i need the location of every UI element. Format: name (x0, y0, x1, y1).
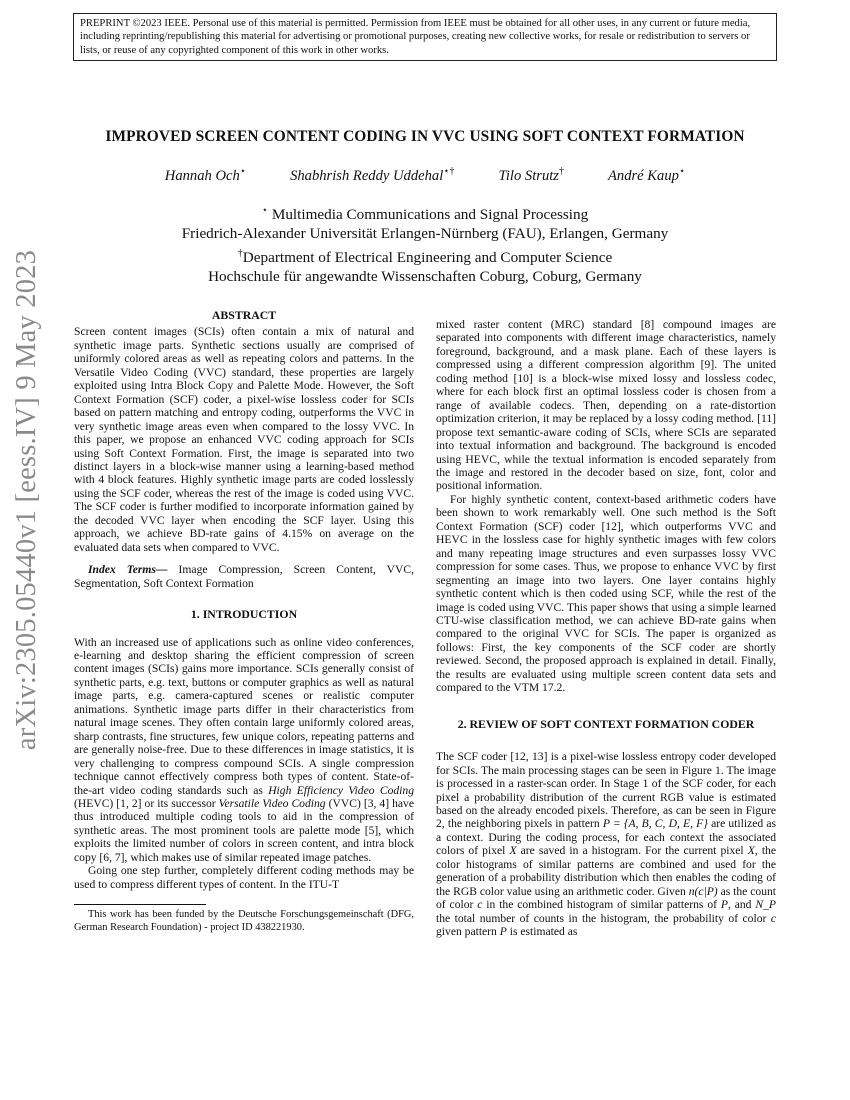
funding-footnote: This work has been funded by the Deutsche Forschungsgemeinschaft (DFG, German Research Foundation) - project ID 438221930. (74, 909, 414, 933)
right-column (436, 318, 776, 938)
copyright-notice: PREPRINT ©2023 IEEE. Personal use of this material is permitted. Permission from IEEE must be obtained for all other uses, in any current or future media, including reprinting/republishing this material for advertising or promotional purposes, creating new collective works, for resale or redistribution to servers or lists, or reuse of any copyrighted component of this work in other works. (73, 13, 777, 61)
author: Hannah Och⋆ (164, 166, 247, 184)
arxiv-stamp: arXiv:2305.05440v1 [eess.IV] 9 May 2023 (11, 249, 42, 751)
body-paragraph: The SCF coder [12, 13] is a pixel-wise lossless entropy coder developed for SCIs. The main processing stages can be seen in Figure 1. The image is processed in a raster-scan order. In Stage 1 of the SCF coder, for each pixel a probability distribution of the current RGB value is estimated based on the already encoded pixels. Therefore, as can be seen in Figure 2, the neighboring pixels in pattern P = {A, B, C, D, E, F} are utilized as a context. During the coding process, for each context the associated colors of pixel X are saved in a histogram. For the current pixel X, the color histograms of similar patterns are combined and used for the generation of a probability distribution which then enables the coding of the RGB color value using an arithmetic coder. Given n(c|P) as the count of color c in the combined histogram of similar patterns of P, and N_P the total number of counts in the histogram, the probability of color c given pattern P is estimated as (436, 750, 777, 939)
author: André Kaup⋆ (607, 166, 686, 184)
body-paragraph: mixed raster content (MRC) standard [8] compound images are separated into components with different image characteristics, namely foreground, background, and a mask plane. Each of these layers is compressed using a different compression algorithm [9]. The united coding method [10] is a block-wise mixed lossy and lossless codec, where for each block first an optimal lossless coder is chosen from a range of available codecs. Then, depending on a rate-distortion optimization criterion, it may be replaced by a lossy coding method. [11] propose text semantic-aware coding of SCIs, where SCIs are separated into textual information and background. The background is encoded using HEVC, while the textual information is encoded separately from the image and restored in the decoder based on size, font, color and positional information. (436, 318, 776, 493)
footnote-rule (74, 904, 206, 905)
index-terms: Index Terms— Image Compression, Screen Content, VVC, Segmentation, Soft Context Formation (74, 563, 414, 590)
author: Tilo Strutz† (498, 166, 564, 184)
body-paragraph: For highly synthetic content, context-based arithmetic coders have been shown to work remarkably well. One such method is the Soft Context Formation (SCF) coder [12], which outperforms VVC and HEVC in the lossless case for highly synthetic images with few colors and many repeating image structures and even surpasses lossy VVC compression for some cases. Thus, we propose to enhance VVC by first segmenting an image into two layers. One layer contains highly synthetic content which is then coded using SCF, while the rest of the image is coded using VVC. This paper shows that using a simple learned CTU-wise classification method, we can achieve BD-rate gains when compared to the original VVC for SCIs. The paper is organized as follows: First, the key components of the SCF coder are shortly reviewed. Second, the proposed approach is explained in detail. Finally, the results are evaluated using multiple screen content data sets and compared to the VTM 17.2. (436, 492, 776, 695)
affiliations: ⋆ Multimedia Communications and Signal Processing Friedrich-Alexander Universität Erlangen-Nürnberg (FAU), Erlangen, Germany †Department of Electrical Engineering and Computer Science Hochschule für angewandte Wissenschaften Coburg, Coburg, Germany (181, 205, 669, 286)
author: Shabhrish Reddy Uddehal⋆† (290, 166, 455, 184)
section-heading-introduction: 1. INTRODUCTION (190, 607, 298, 622)
section-heading-review: 2. REVIEW OF SOFT CONTEXT FORMATION CODER (457, 716, 755, 731)
paper-title: IMPROVED SCREEN CONTENT CODING IN VVC USING SOFT CONTEXT FORMATION (105, 128, 745, 145)
left-column (74, 309, 414, 934)
author-list (60, 166, 790, 185)
intro-paragraph: Going one step further, completely different coding methods may be used to compress different types of content. In the ITU-T (74, 864, 414, 891)
intro-paragraph: With an increased use of applications such as online video conferences, e-learning and desktop sharing the efficient compression of screen content images (SCIs) gains more importance. SCIs generally consist of synthetic parts, e.g. text, buttons or computer graphics as well as natural image parts, e.g. camera-captured scenes or realistic computer animations. Synthetic image parts differ in their characteristics from natural image scenes. They often contain large uniformly colored areas, sharp contrasts, fine structures, few unique colors, repeating patterns and are generally noise-free. Due to these differences in image statistics, it is very challenging to compress compound SCIs. A single compression technique cannot effectively compress both types of content. State-of-the-art video coding standards such as High Efficiency Video Coding (HEVC) [1, 2] or its successor Versatile Video Coding (VVC) [3, 4] have thus introduced multiple coding tools to aid in the compression of synthetic areas. The most prominent tools are palette mode [5], which exploits the limited number of colors in screen content, and intra block copy [6, 7], which makes use of similar repeated image patches. (74, 635, 415, 864)
abstract-heading: ABSTRACT (211, 308, 277, 322)
abstract-text: Screen content images (SCIs) often contain a mix of natural and synthetic image parts. Synthetic sections usually are comprised of uniformly colored areas as well as repeating colors and patterns. In the Versatile Video Coding (VVC) standard, these properties are largely exploited using Intra Block Copy and Palette Mode. However, the Soft Context Formation (SCF) coder, a pixel-wise lossless coder for SCIs based on pattern matching and entropy coding, outperforms the VVC in very synthetic image areas even when compared to the lossy VVC. In this paper, we propose an enhanced VVC coding approach for SCIs using Soft Context Formation. First, the image is separated into two distinct layers in a block-wise manner using a learning-based method with 4 block features. Highly synthetic image parts are coded losslessly using the SCF coder, whereas the rest of the image is coded using VVC. The SCF coder is further modified to incorporate information gained by the decoded VVC layer when encoding the SCF layer. Using this approach, we achieve BD-rate gains of 4.15% on average on the evaluated data sets when compared to VVC. (74, 325, 414, 554)
